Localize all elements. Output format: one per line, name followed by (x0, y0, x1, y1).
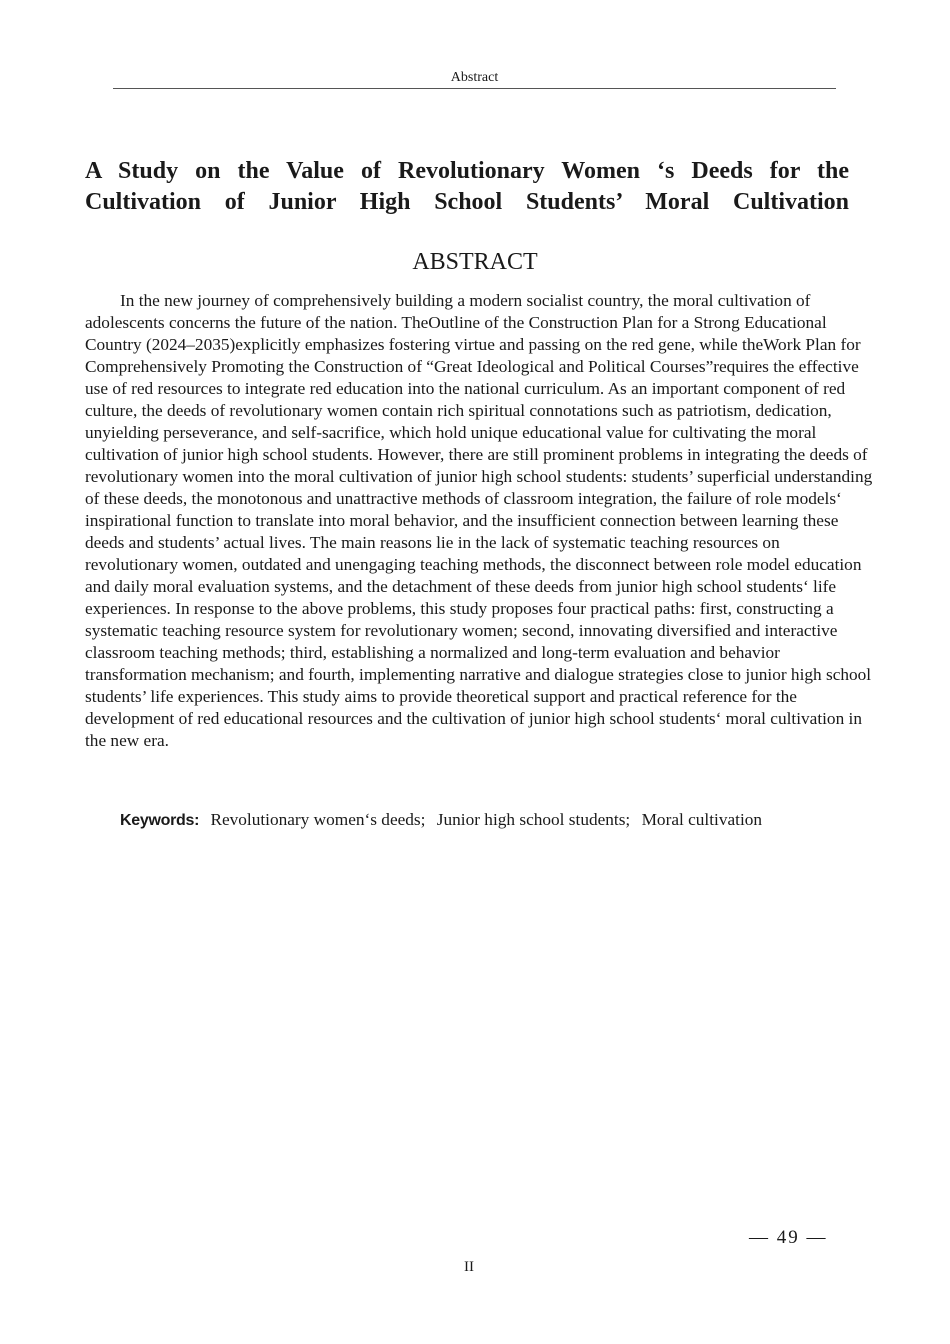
keywords-line (120, 809, 880, 832)
keyword-item: Revolutionary women‘s deeds; (210, 810, 426, 829)
paper-title (85, 156, 849, 218)
journal-page-number: — 49 — (749, 1227, 828, 1248)
abstract-body: In the new journey of comprehensively building a modern socialist country, the moral cultivation of adolescents concerns the future of the nation. TheOutline of the Construction Plan for a Strong Educational Country (2024–2035)explicitly emphasizes fostering virtue and passing on the red gene, while theWork Plan for Comprehensively Promoting the Construction of “Great Ideological and Political Courses”requires the effective use of red resources to integrate red education into the national curriculum. As an important component of red culture, the deeds of revolutionary women contain rich spiritual connotations such as patriotism, dedication, unyielding perseverance, and self-sacrifice, which hold unique educational value for cultivating the moral cultivation of junior high school students. However, there are still prominent problems in integrating the deeds of revolutionary women into the moral cultivation of junior high school students: students’ superficial understanding of these deeds, the monotonous and unattractive methods of classroom integration, the failure of role models‘ inspirational function to translate into moral behavior, and the insufficient connection between learning these deeds and students’ actual lives. The main reasons lie in the lack of systematic teaching resources on revolutionary women, outdated and unengaging teaching methods, the disconnect between role model education and daily moral evaluation systems, and the detachment of these deeds from junior high school students‘ life experiences. In response to the above problems, this study proposes four practical paths: first, constructing a systematic teaching resource system for revolutionary women; second, innovating diversified and interactive classroom teaching methods; third, establishing a normalized and long-term evaluation and behavior transformation mechanism; and fourth, implementing narrative and dialogue strategies close to junior high school students’ life experiences. This study aims to provide theoretical support and practical reference for the development of red educational resources and the cultivation of junior high school students‘ moral cultivation in the new era. (85, 291, 873, 750)
abstract-heading: ABSTRACT (412, 249, 538, 275)
roman-page-number: II (464, 1259, 474, 1275)
keyword-item: Junior high school students; (436, 810, 631, 829)
paper-title-line-2: Cultivation of Junior High School Students’ Moral Cultivation (85, 189, 849, 215)
paper-title-line-1: A Study on the Value of Revolutionary Women ‘s Deeds for the (85, 158, 849, 184)
running-header-title: Abstract (450, 70, 499, 85)
keyword-item: Moral cultivation (641, 810, 763, 829)
running-header (113, 69, 836, 89)
keywords-label: Keywords: (120, 812, 200, 829)
